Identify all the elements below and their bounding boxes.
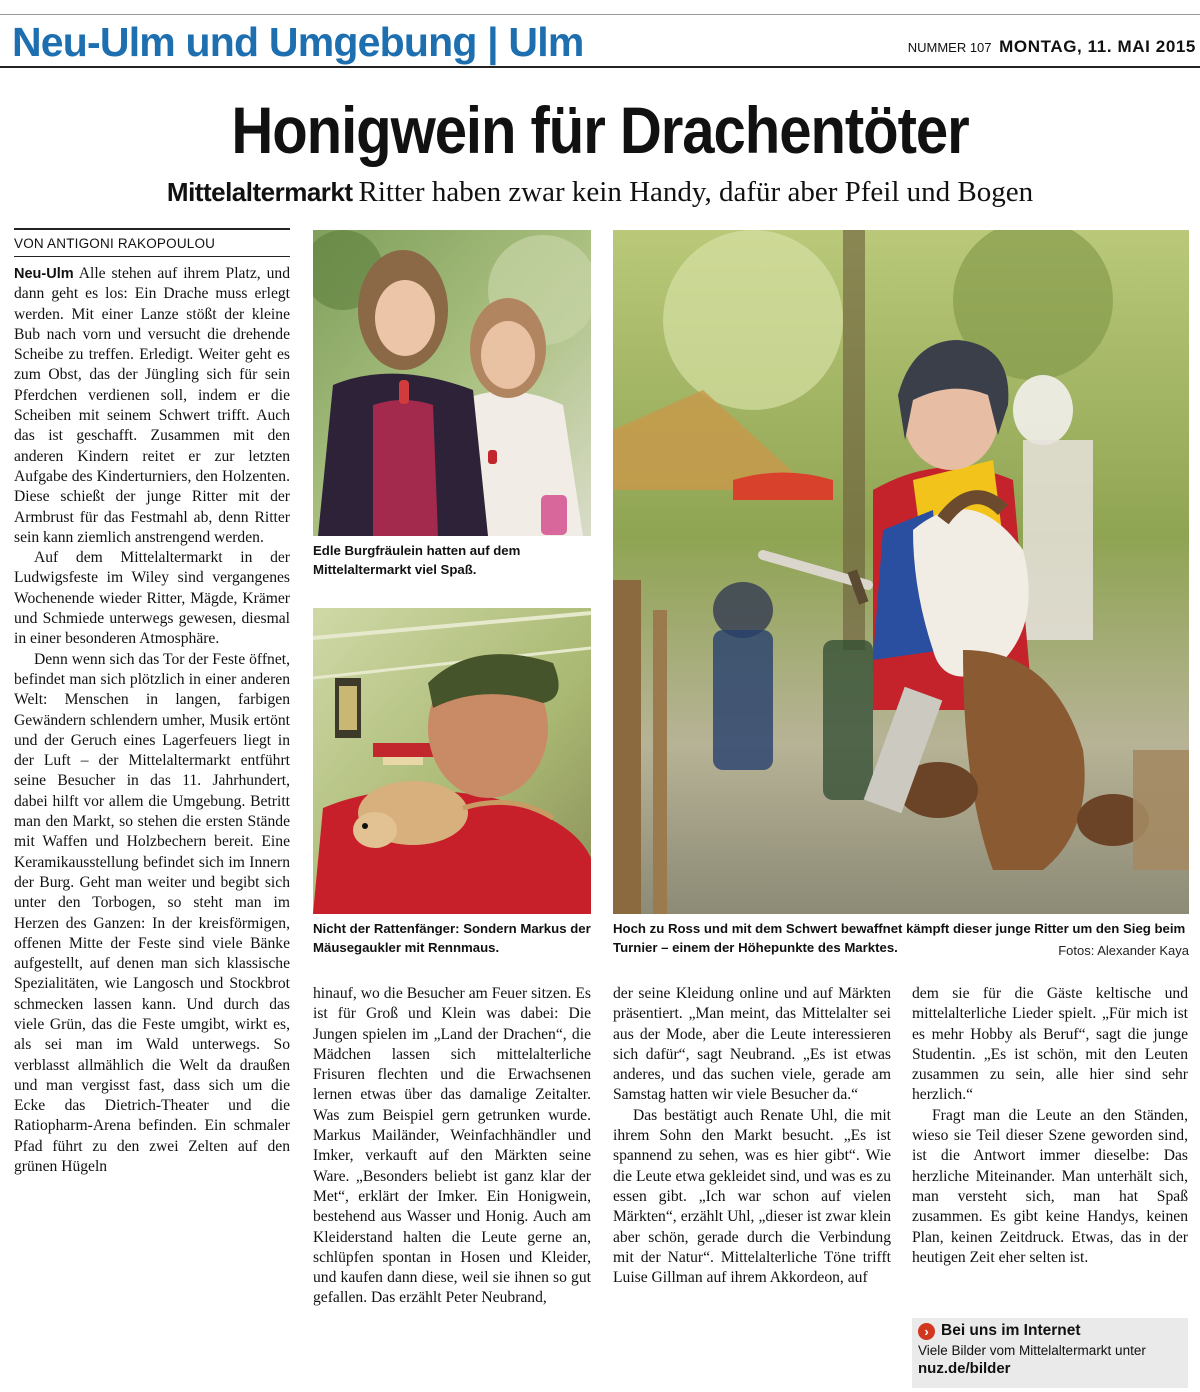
photo-credit: Fotos: Alexander Kaya: [1058, 943, 1189, 958]
photo-caption: Nicht der Rattenfänger: Sondern Markus der Mäusegaukler mit Rennmaus.: [313, 921, 591, 955]
article-paragraph: Auf dem Mittelaltermarkt in der Ludwigsfeste im Wiley sind vergangenes Wochenende wieder Ritter, Mägde, Krämer und Schmiede unterwegs gewesen, diesmal in einer besonderen Atmosphäre.: [14, 549, 290, 648]
article-column-2: [313, 984, 591, 1390]
issue-info: [908, 37, 1196, 57]
photo-caption: Hoch zu Ross und mit dem Schwert bewaffnet kämpft dieser junge Ritter um den Sieg beim Turnier – einem der Höhepunkte des Marktes.: [613, 921, 1186, 955]
article-paragraph: Denn wenn sich das Tor der Feste öffnet, befindet man sich plötzlich in einer anderen Welt: Menschen in langen, farbigen Gewändern schlendern umher, Musik ertönt und der Geruch eines Lagerfeuers liegt in der Luft – der Mittelaltermarkt entführt seine Besucher in das 11. Jahrhundert, dabei hilft vor allem die Umgebung. Betritt man den Markt, so stehen die ersten Stände mit Waffen und Holzbechern bereit. Eine Keramikausstellung befindet sich im Innern der Burg. Geht man weiter und begibt sich unter den Torbogen, so steht man im Herzen des Ganzen: In der kreisförmigen, offenen Mitte der Feste sind viele Bänke aufgestellt, auf denen man sich klassische Spezialitäten, wie Langosch und Stockbrot schmecken lassen kann. Und durch das viele Grün, das die Feste umgibt, wirkt es, als sei man im Wald unterwegs. So verblasst allmählich die Welt da draußen und man vergisst fast, dass sich um die Ecke das Dietrich-Theater und die Ratiopharm-Arena befinden. Ein schmaler Pfad führt zu den zwei Zelten auf den grünen Hügeln: [14, 650, 290, 1176]
article-paragraph: dem sie für die Gäste keltische und mittelalterliche Lieder spielt. „Für mich ist es mehr Hobby als Beruf“, sagt die junge Studentin. „Es ist schön, mit den Leuten zusammen zu sein, alle hier sind sehr herzlich.“: [912, 985, 1188, 1104]
page-header: [0, 14, 1200, 68]
photo-young-knight: [613, 230, 1189, 914]
article-paragraph: hinauf, wo die Besucher am Feuer sitzen. Es ist für Groß und Klein was dabei: Die Jungen spielen im „Land der Drachen“, die Mädchen lassen sich mittelalterliche Frisuren flechten und die Erwachsenen lernen etwas über das damalige Zeitalter. Was zum Beispiel gern getrunken wurde. Markus Mailänder, Weinfachhändler und Imker, verkauft auf den Märkten seine Ware. „Besonders beliebt ist ganz klar der Met“, erklärt der Imker. Ein Honigwein, bestehend aus Wasser und Honig. Auch am Kleiderstand halten die Leute gerne an, schlüpfen spontan in Hosen und Kleider, und kaufen dann diese, weil sie ihnen so gut gefallen. Das erzählt Peter Neubrand,: [313, 985, 591, 1307]
issue-number: NUMMER 107: [907, 40, 992, 55]
section-title: Neu-Ulm und Umgebung | Ulm: [12, 19, 584, 65]
subline-text: Ritter haben zwar kein Handy, dafür aber Pfeil und Bogen: [358, 176, 1034, 208]
article-paragraph: [14, 264, 290, 548]
article-paragraph: Das bestätigt auch Renate Uhl, die mit ihrem Sohn den Markt besucht. „Es ist spannend zu sehen, was es hier gibt“. Wie die Leute etwa gekleidet sind, und was es zu essen gibt. „Ich war schon auf vielen Märkten“, erzählt Uhl, „dieser ist zwar klein aber schön, gerade durch die Verbindung mit der Natur“. Mittelalterliche Töne trifft Luise Gillman auf ihrem Akkordeon, auf: [613, 1106, 891, 1287]
online-info-box: [912, 1318, 1188, 1388]
article-column-3: [613, 984, 891, 1390]
author-byline: VON ANTIGONI RAKOPOULOU: [14, 228, 290, 257]
photo-castle-maidens: [313, 230, 591, 536]
article-paragraph: der seine Kleidung online und auf Märkten präsentiert. „Man meint, das Mittelalter sei aus der Mode, aber die Leute interessieren sich dafür“, sagt Neubrand. „Es ist etwas anderes, und das suchen viele, gerade am Samstag hatten wir viele Besucher da.“: [613, 985, 891, 1104]
dateline-city: Neu-Ulm: [14, 266, 74, 282]
online-box-text: Viele Bilder vom Mittelaltermarkt unter: [918, 1343, 1146, 1358]
paragraph-text: Alle stehen auf ihrem Platz, und dann geht es los: Ein Drache muss erlegt werden. Mit einer Lanze stößt der kleine Bub nach vorn und versucht die drehende Scheibe zu treffen. Erledigt. Weiter geht es zum Obst, das der Jüngling sich für sein Pferdchen verdienen soll, indem er die Scheiben mit seinem Schwert trifft. Auch das ist geschafft. Zusammen mit den anderen Kindern reitet er zur letzten Aufgabe des Kinderturniers, den Holzenten. Diese schießt der junge Ritter mit der Armbrust für das Festmahl ab, denn Ritter sein kann ziemlich anstrengend werden.: [14, 265, 290, 546]
online-box-title: [918, 1322, 1182, 1340]
photo-caption: Edle Burgfräulein hatten auf dem Mittelaltermarkt viel Spaß.: [313, 543, 521, 577]
article-column-1: [14, 264, 290, 1390]
photo-gerbil-juggler: [313, 608, 591, 914]
article-column-4: [912, 984, 1188, 1314]
article-paragraph: Fragt man die Leute an den Ständen, wieso sie Teil dieser Szene geworden sind, ist die Antwort immer dieselbe: Das herzliche Miteinander. Man unterhält sich, man versteht sich, man hat Spaß zusammen. Es gibt keine Handys, keinen Plan, keinen Zeitdruck. Etwas, das in der heutigen Zeit eher selten ist.: [912, 1106, 1188, 1266]
online-box-link[interactable]: nuz.de/bilder: [918, 1360, 1011, 1377]
subline-kicker: Mittelaltermarkt: [166, 177, 353, 207]
arrow-right-icon: ›: [918, 1323, 935, 1340]
article-headline: Honigwein für Drachentöter: [231, 93, 969, 167]
online-box-heading: Bei uns im Internet: [941, 1322, 1081, 1339]
article-subline: [0, 176, 1200, 209]
issue-date: MONTAG, 11. MAI 2015: [999, 37, 1196, 56]
